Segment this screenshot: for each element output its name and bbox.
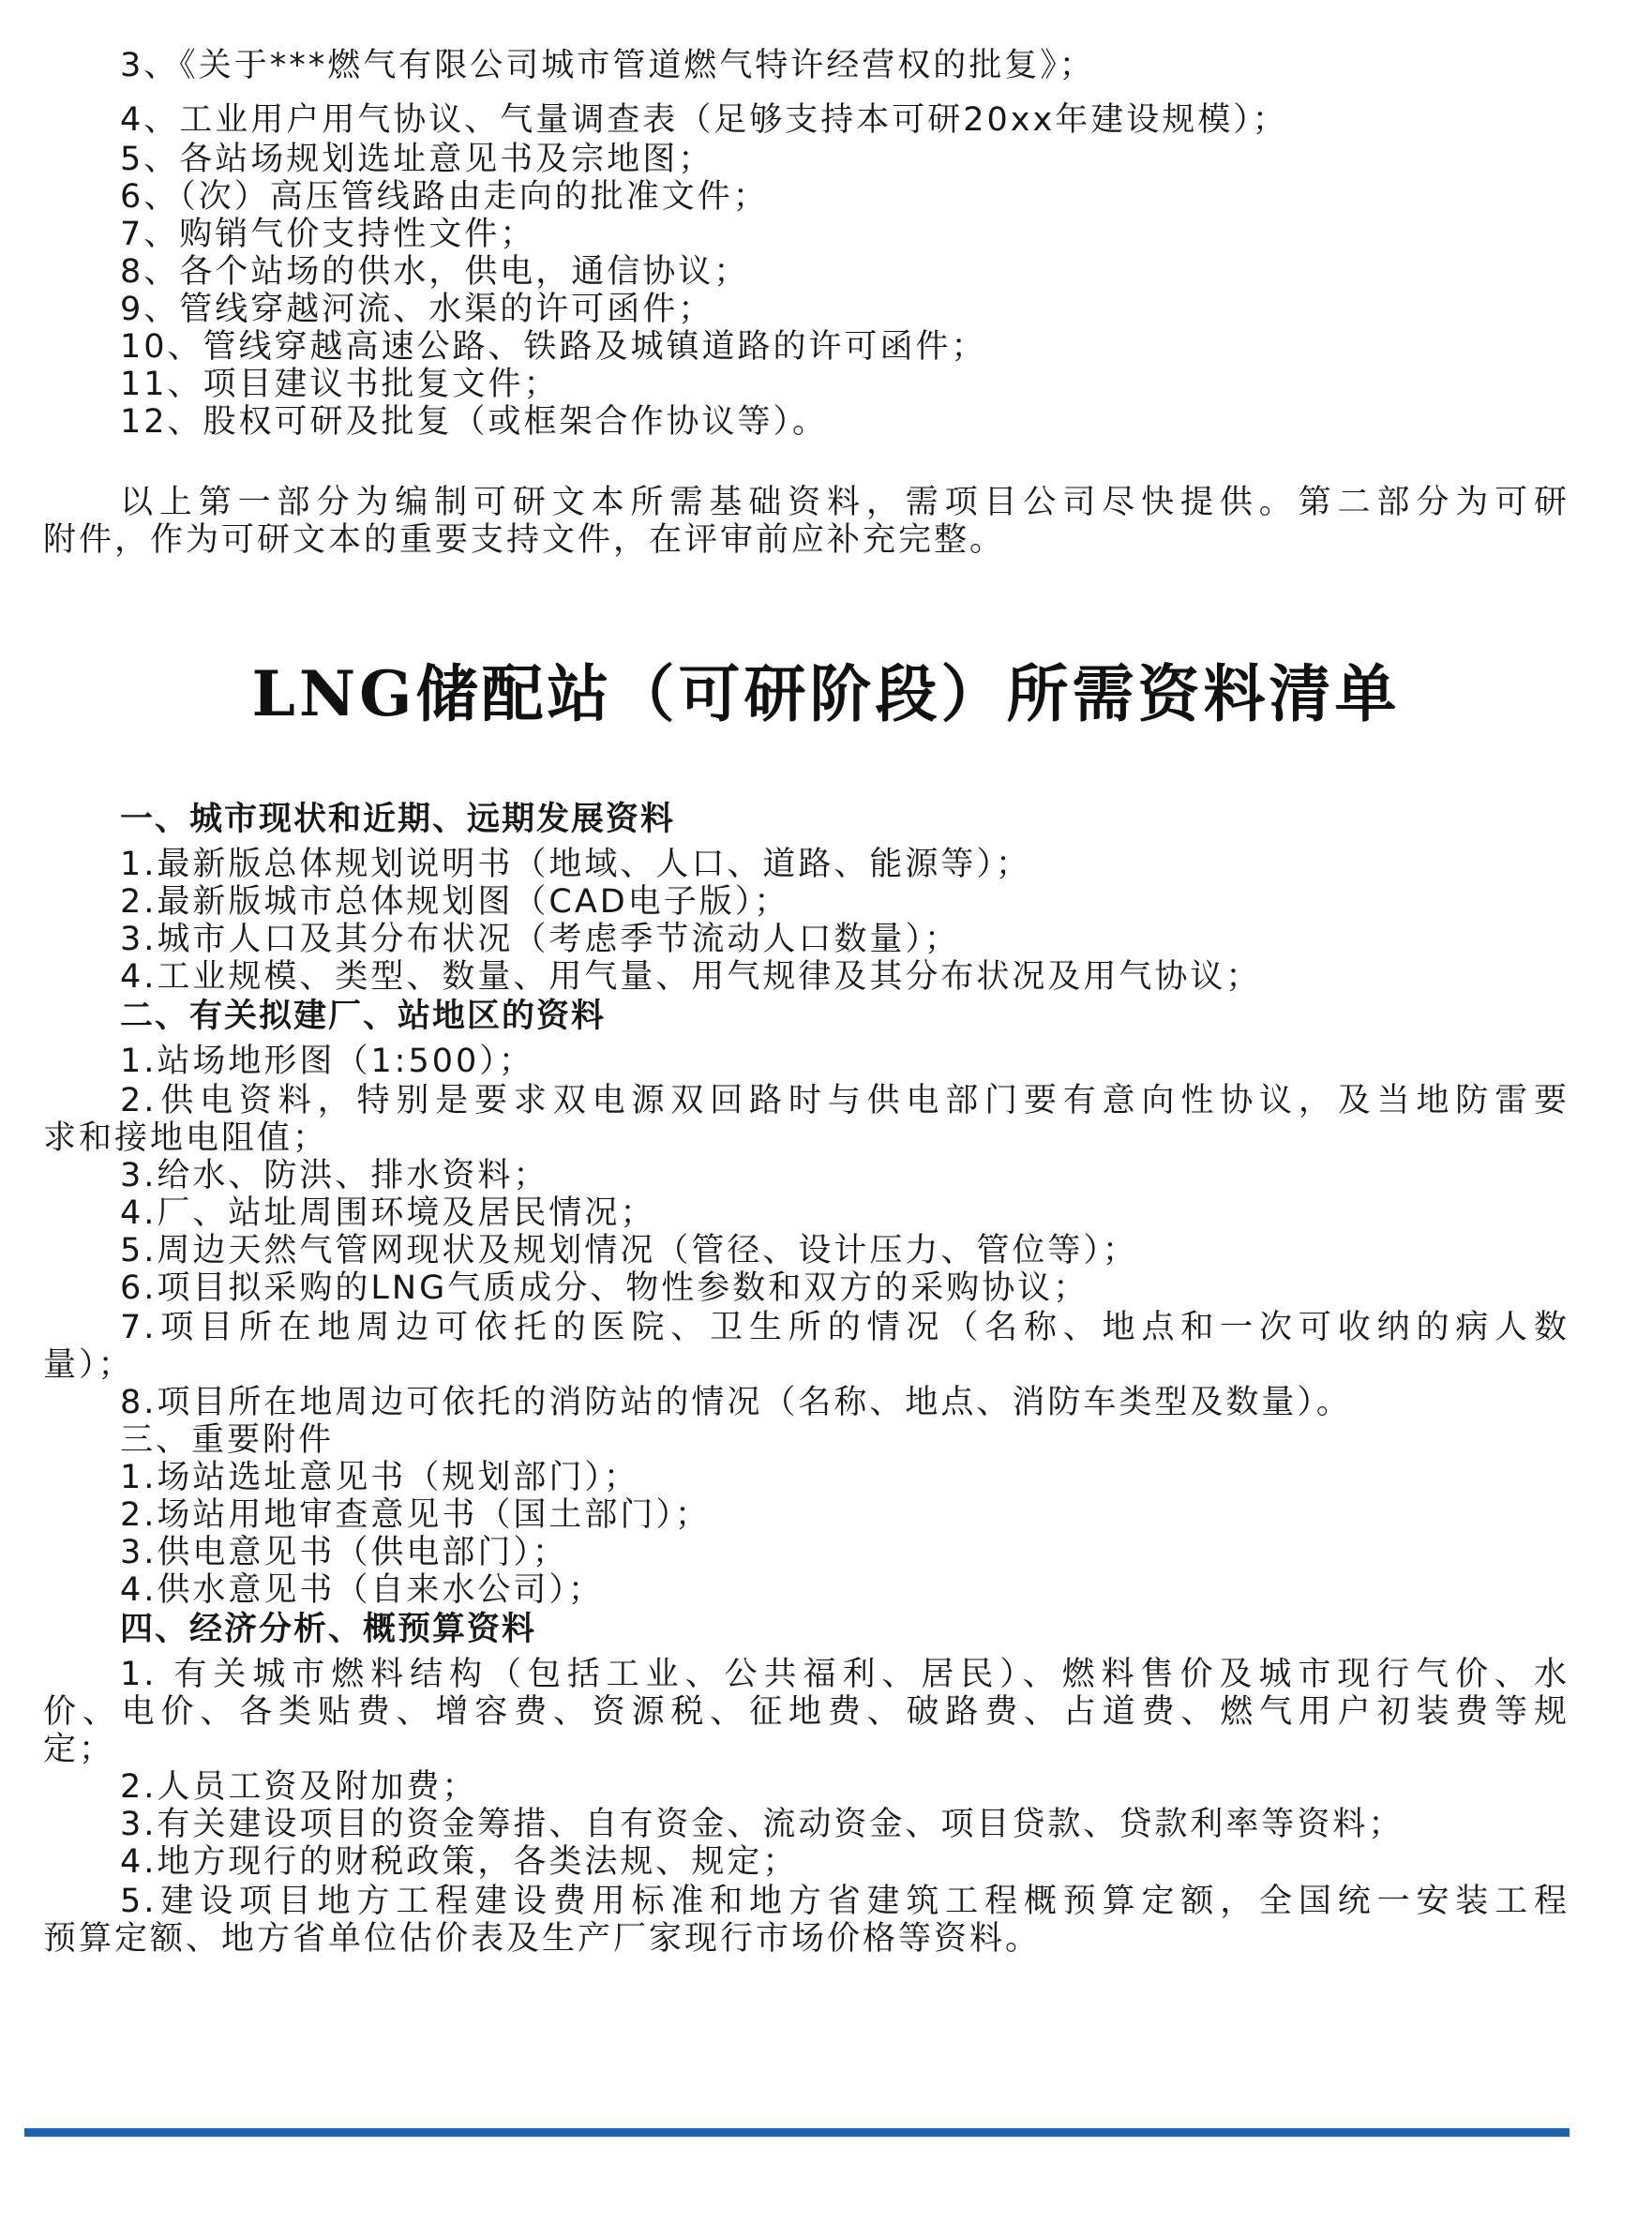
section3-item-2: 2.场站用地审查意见书（国土部门）； [120, 1496, 711, 1534]
summary-line-1: 以上第一部分为编制可研文本所需基础资料，需项目公司尽快提供。第二部分为可研 [120, 484, 1569, 521]
section4-item-2: 2.人员工资及附加费； [120, 1768, 478, 1806]
section2-item-7-line-2: 量）； [43, 1346, 134, 1384]
section4-item-1-line-1: 1. 有关城市燃料结构（包括工业、公共福利、居民）、燃料售价及城市现行气价、水 [120, 1656, 1569, 1693]
attachment-item-12: 12、股权可研及批复（或框架合作协议等）。 [120, 403, 829, 441]
attachment-item-6: 6、（次）高压管线路由走向的批准文件； [120, 178, 769, 216]
section4-item-1-line-3: 定； [43, 1731, 115, 1768]
section4-item-1-line-2: 价、电价、各类贴费、增容费、资源税、征地费、破路费、占道费、燃气用户初装费等规 [43, 1693, 1569, 1731]
section-heading-3: 三、重要附件 [120, 1421, 335, 1459]
section2-item-6: 6.项目拟采购的LNG气质成分、物性参数和双方的采购协议； [120, 1269, 1089, 1307]
section1-item-1: 1.最新版总体规划说明书（地域、人口、道路、能源等）； [120, 846, 1031, 883]
section-heading-4: 四、经济分析、概预算资料 [120, 1610, 537, 1648]
section2-item-2-line-1: 2.供电资料，特别是要求双电源双回路时与供电部门要有意向性协议，及当地防雷要 [120, 1082, 1569, 1119]
attachment-item-11: 11、项目建议书批复文件； [120, 366, 560, 403]
section-heading-1: 一、城市现状和近期、远期发展资料 [120, 800, 676, 838]
section2-item-2-line-2: 求和接地电阻值； [43, 1119, 329, 1157]
section3-item-3: 3.供电意见书（供电部门）； [120, 1534, 568, 1571]
section2-item-4: 4.厂、站址周围环境及居民情况； [120, 1194, 656, 1232]
section3-item-4: 4.供水意见书（自来水公司）； [120, 1571, 604, 1609]
section1-item-3: 3.城市人口及其分布状况（考虑季节流动人口数量）； [120, 921, 960, 958]
section1-item-4: 4.工业规模、类型、数量、用气量、用气规律及其分布状况及用气协议； [120, 958, 1262, 996]
section3-item-1: 1.场站选址意见书（规划部门）； [120, 1459, 639, 1496]
attachment-item-5: 5、各站场规划选址意见书及宗地图； [120, 141, 714, 178]
attachment-item-7: 7、购销气价支持性文件； [120, 216, 536, 253]
section1-item-2: 2.最新版城市总体规划图（CAD电子版）； [120, 883, 790, 921]
section2-item-1: 1.站场地形图（1:500）； [120, 1043, 534, 1080]
section4-item-4: 4.地方现行的财税政策，各类法规、规定； [120, 1843, 799, 1881]
section4-item-5-line-1: 5.建设项目地方工程建设费用标准和地方省建筑工程概预算定额，全国统一安装工程 [120, 1883, 1569, 1920]
attachment-item-3: 3、《关于***燃气有限公司城市管道燃气特许经营权的批复》； [120, 47, 1095, 84]
section-heading-2: 二、有关拟建厂、站地区的资料 [120, 997, 607, 1035]
section4-item-5-line-2: 预算定额、地方省单位估价表及生产厂家现行市场价格等资料。 [43, 1920, 1042, 1958]
attachment-item-10: 10、管线穿越高速公路、铁路及城镇道路的许可函件； [120, 328, 987, 366]
attachment-item-8: 8、各个站场的供水，供电，通信协议； [120, 253, 750, 291]
section2-item-3: 3.给水、防洪、排水资料； [120, 1157, 549, 1194]
footer-divider [24, 2128, 1569, 2137]
section2-item-5: 5.周边天然气管网现状及规划情况（管径、设计压力、管位等）； [120, 1232, 1138, 1269]
attachment-item-9: 9、管线穿越河流、水渠的许可函件； [120, 291, 714, 328]
section2-item-8: 8.项目所在地周边可依托的消防站的情况（名称、地点、消防车类型及数量）。 [120, 1384, 1352, 1421]
document-title: LNG储配站（可研阶段）所需资料清单 [251, 657, 1401, 730]
attachment-item-4: 4、工业用户用气协议、气量调查表（足够支持本可研20xx年建设规模）； [120, 101, 1288, 139]
section4-item-3: 3.有关建设项目的资金筹措、自有资金、流动资金、项目贷款、贷款利率等资料； [120, 1806, 1404, 1843]
section2-item-7-line-1: 7.项目所在地周边可依托的医院、卫生所的情况（名称、地点和一次可收纳的病人数 [120, 1309, 1569, 1346]
summary-line-2: 附件，作为可研文本的重要支持文件，在评审前应补充完整。 [43, 521, 1006, 559]
